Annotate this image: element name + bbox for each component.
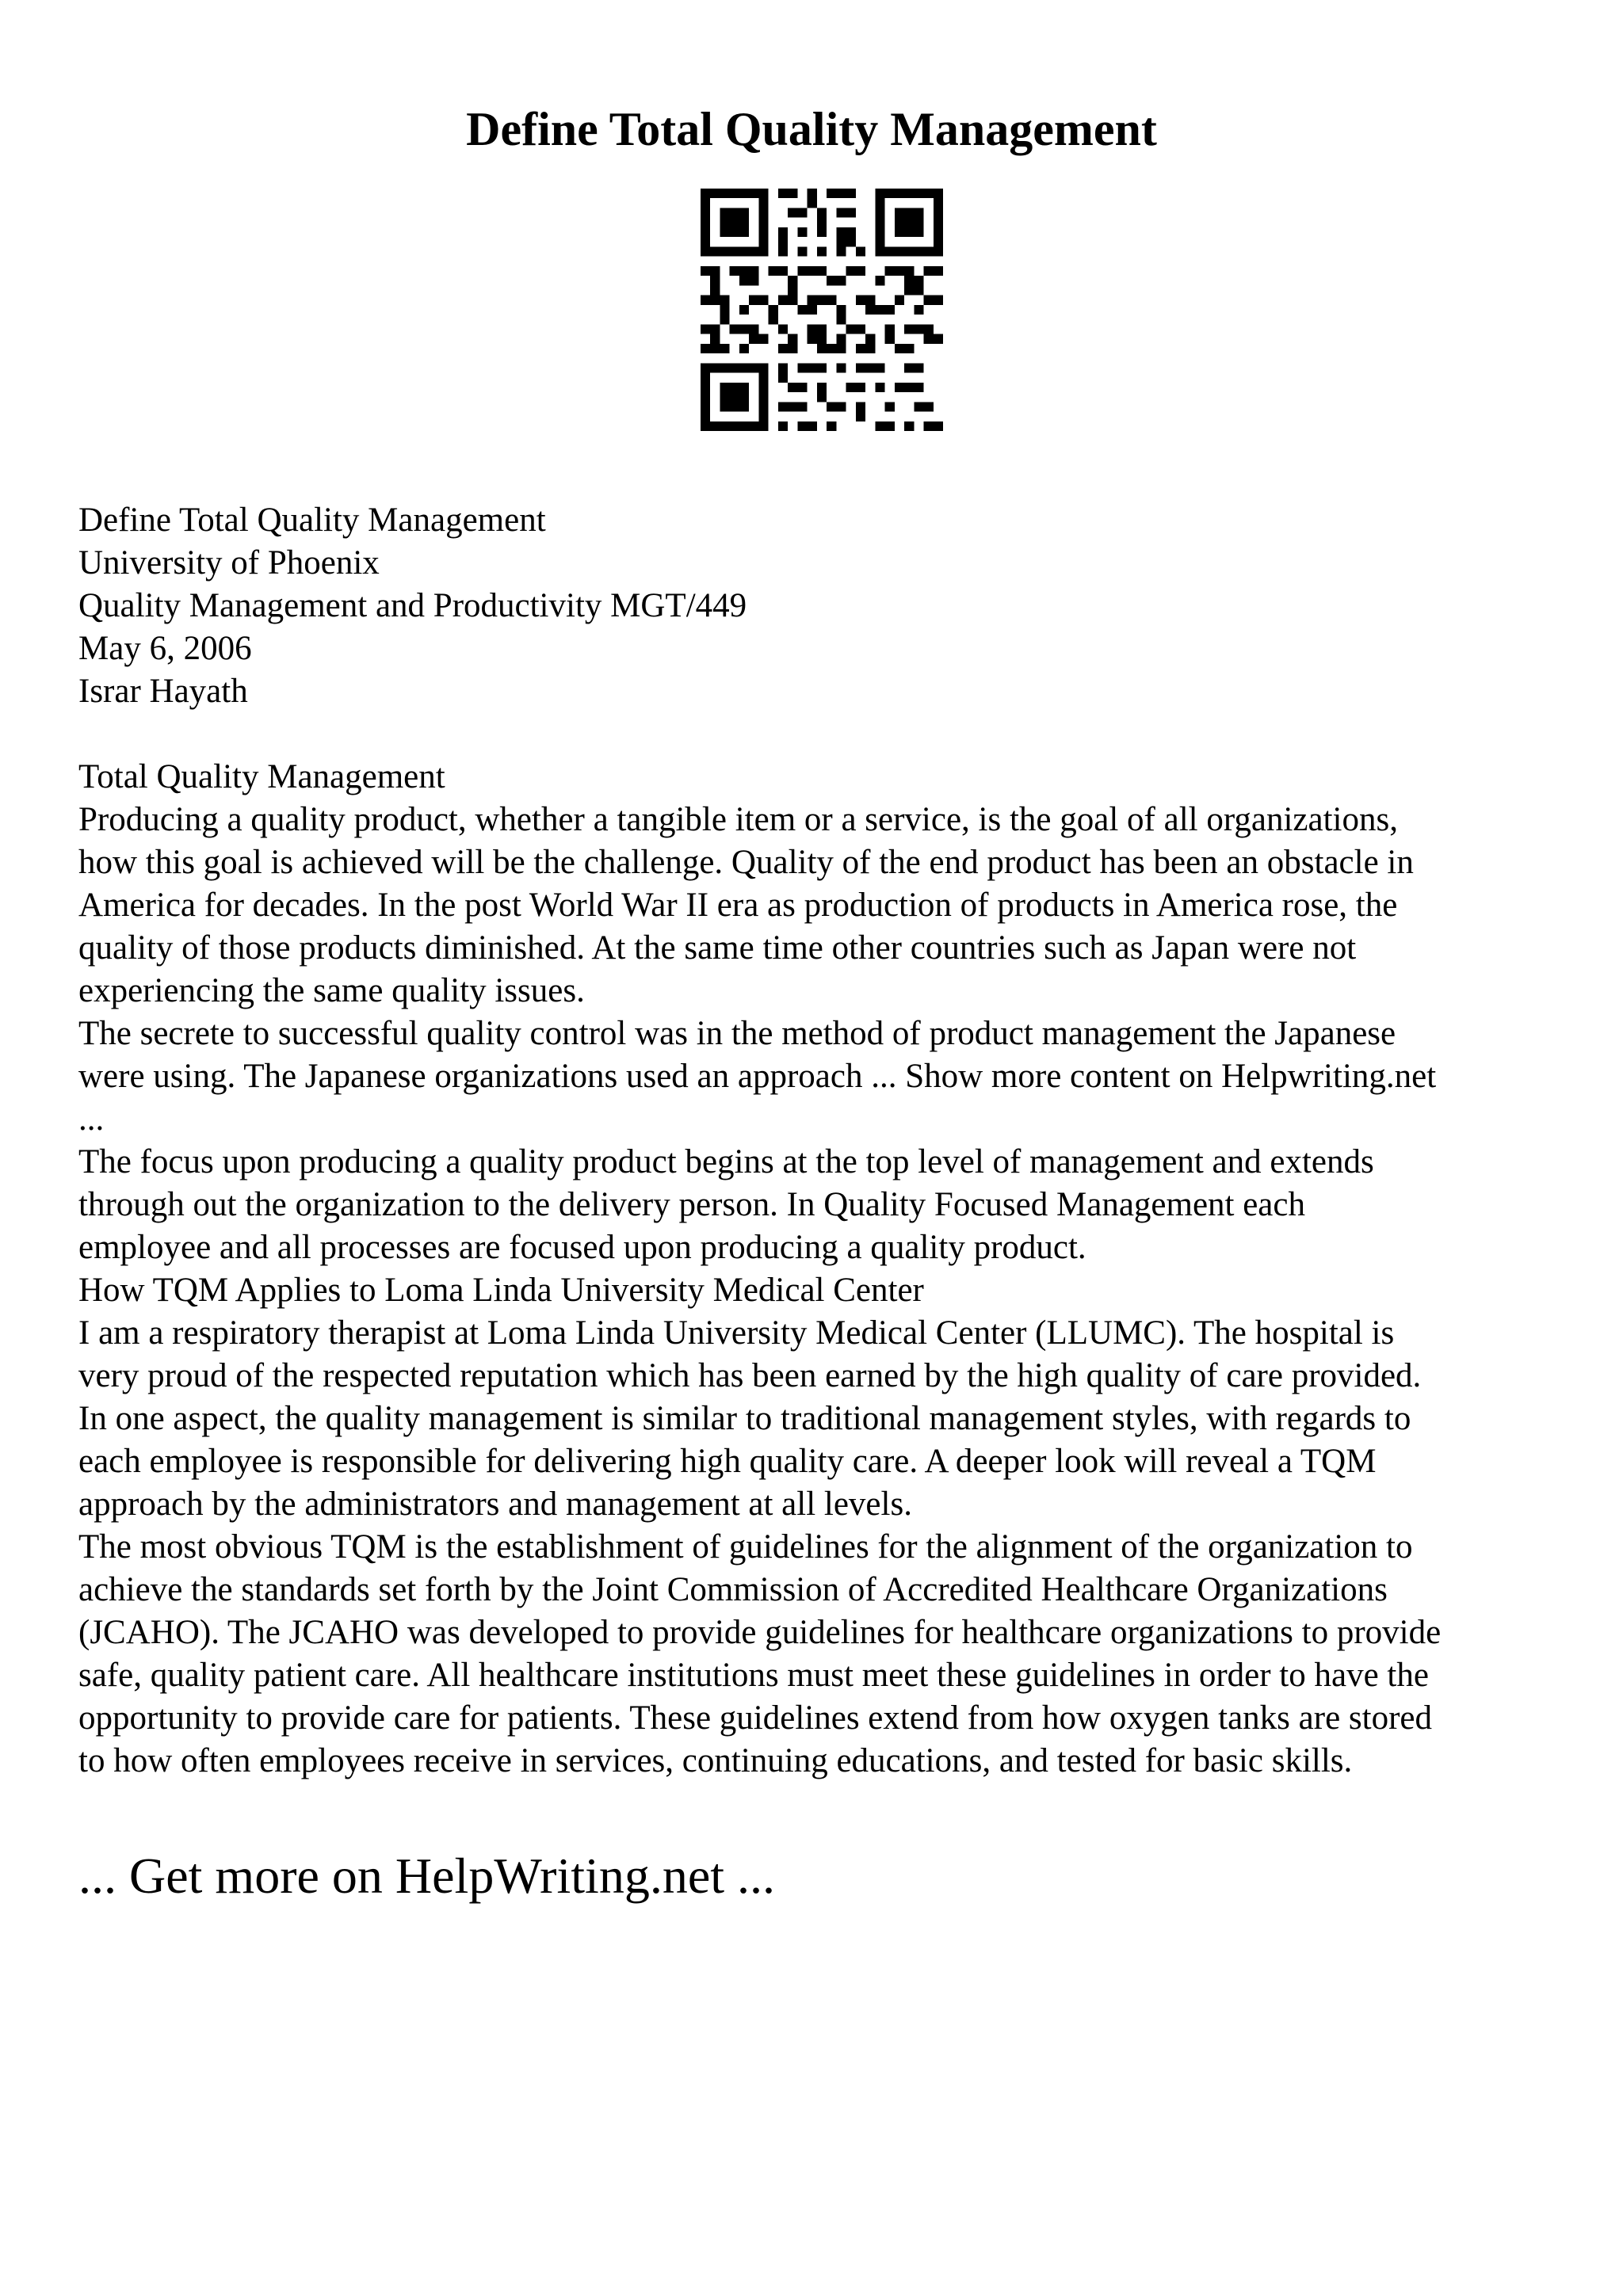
header-university-line: University of Phoenix <box>78 544 380 582</box>
header-course-line: Quality Management and Productivity MGT/449 <box>78 587 747 624</box>
qr-code-graphic <box>701 189 943 431</box>
body-line: to how often employees receive in services, continuing educations, and tested for basic skills. <box>78 1742 1353 1779</box>
body-line: The secrete to successful quality control was in the method of product management the Japanese <box>78 1015 1396 1052</box>
body-text <box>78 756 1568 1783</box>
header-title-line: Define Total Quality Management <box>78 502 546 539</box>
body-line: (JCAHO). The JCAHO was developed to provide guidelines for healthcare organizations to provide <box>78 1614 1442 1651</box>
body-line: approach by the administrators and management at all levels. <box>78 1486 912 1523</box>
section-heading: How TQM Applies to Loma Linda University Medical Center <box>78 1272 924 1309</box>
body-line: each employee is responsible for delivering high quality care. A deeper look will reveal a TQM <box>78 1443 1377 1480</box>
body-line: ... <box>78 1100 105 1138</box>
get-more-link[interactable]: ... Get more on HelpWriting.net ... <box>78 1848 775 1904</box>
spacer <box>78 713 1568 756</box>
document-body <box>78 499 1568 1783</box>
body-line: achieve the standards set forth by the Joint Commission of Accredited Healthcare Organizations <box>78 1571 1388 1608</box>
body-line: The focus upon producing a quality product begins at the top level of management and extends <box>78 1143 1374 1180</box>
body-line: Producing a quality product, whether a tangible item or a service, is the goal of all organizations, <box>78 801 1398 838</box>
body-line: The most obvious TQM is the establishment of guidelines for the alignment of the organization to <box>78 1528 1413 1566</box>
body-line: employee and all processes are focused upon producing a quality product. <box>78 1229 1086 1266</box>
body-line: safe, quality patient care. All healthcare institutions must meet these guidelines in order to have the <box>78 1657 1429 1694</box>
body-line: opportunity to provide care for patients. These guidelines extend from how oxygen tanks are stored <box>78 1699 1432 1737</box>
body-line: I am a respiratory therapist at Loma Linda University Medical Center (LLUMC). The hospital is <box>78 1314 1395 1352</box>
header-date-line: May 6, 2006 <box>78 630 252 667</box>
body-line: In one aspect, the quality management is similar to traditional management styles, with regards to <box>78 1400 1411 1437</box>
body-line: through out the organization to the delivery person. In Quality Focused Management each <box>78 1186 1305 1223</box>
body-line: very proud of the respected reputation which has been earned by the high quality of care provided. <box>78 1357 1422 1394</box>
body-line: America for decades. In the post World War II era as production of products in America rose, the <box>78 887 1398 924</box>
qr-code <box>701 189 943 431</box>
body-line: quality of those products diminished. At the same time other countries such as Japan were not <box>78 929 1357 967</box>
body-line: experiencing the same quality issues. <box>78 972 585 1009</box>
section-heading: Total Quality Management <box>78 758 445 795</box>
header-block <box>78 499 1568 713</box>
header-author-line: Israr Hayath <box>78 673 248 710</box>
body-line: how this goal is achieved will be the challenge. Quality of the end product has been an obstacle in <box>78 844 1414 881</box>
body-line: were using. The Japanese organizations used an approach ... Show more content on Helpwriting.net <box>78 1058 1437 1095</box>
document-title: Define Total Quality Management <box>466 103 1157 155</box>
